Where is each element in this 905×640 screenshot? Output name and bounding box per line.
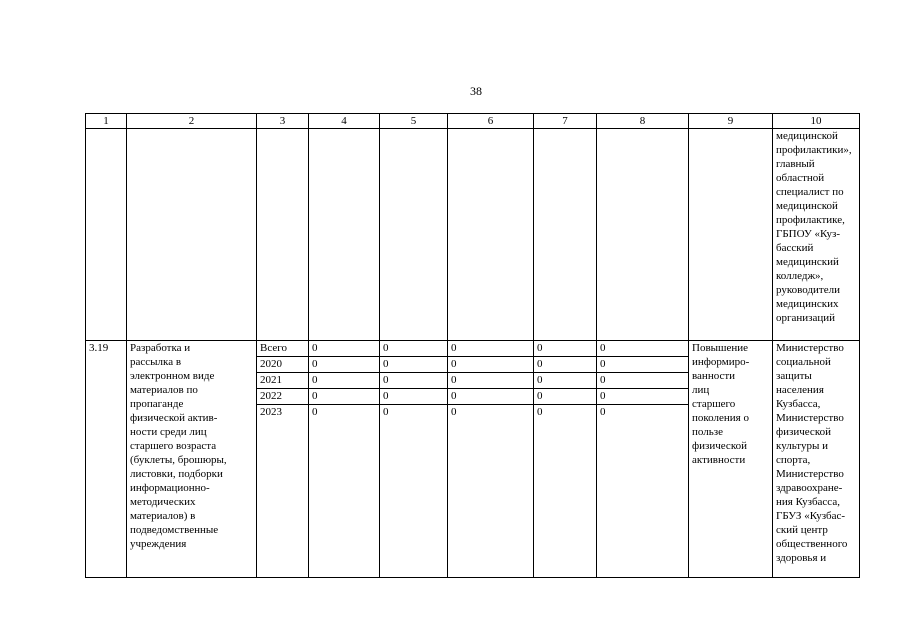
cell-empty xyxy=(448,129,534,341)
plan-table xyxy=(85,113,860,578)
cell-empty xyxy=(597,129,689,341)
funding-value: 0 xyxy=(380,357,447,373)
funding-value: 0 xyxy=(383,406,389,418)
page-number: 38 xyxy=(470,84,482,98)
funding-value: 0 xyxy=(534,341,596,357)
funding-value: 0 xyxy=(309,341,379,357)
column-header: 10 xyxy=(773,114,860,129)
funding-col8 xyxy=(597,341,689,578)
funding-value: 0 xyxy=(380,341,447,357)
year-label: 2022 xyxy=(257,389,308,405)
funding-value: 0 xyxy=(534,389,596,405)
year-label: 2021 xyxy=(257,373,308,389)
funding-value: 0 xyxy=(534,357,596,373)
funding-value: 0 xyxy=(597,357,688,373)
funding-value: 0 xyxy=(597,373,688,389)
funding-value: 0 xyxy=(448,341,533,357)
funding-value: 0 xyxy=(597,389,688,405)
funding-col6 xyxy=(448,341,534,578)
cell-empty xyxy=(380,129,448,341)
funding-value: 0 xyxy=(380,373,447,389)
funding-value: 0 xyxy=(448,389,533,405)
activity-description: Разработка и рассылка в электронном виде материалов по пропаганде физической актив- ности среди лиц старшего возраста (буклеты, брошюры, листовки, подборки информационно- методических материалов) в подведомственные учреждения xyxy=(127,341,257,578)
cell-empty xyxy=(257,129,309,341)
column-number-row xyxy=(86,114,860,129)
column-header: 9 xyxy=(689,114,773,129)
column-header: 1 xyxy=(86,114,127,129)
executors-continuation: медицинской профилактики», главный областной специалист по медицинской профилактике, ГБПОУ «Куз- басский медицинский колледж», руководители медицинских организаций xyxy=(773,129,860,341)
cell-empty xyxy=(534,129,597,341)
funding-col5 xyxy=(380,341,448,578)
cell-empty xyxy=(86,129,127,341)
column-header: 8 xyxy=(597,114,689,129)
cell-empty xyxy=(309,129,380,341)
funding-value: 0 xyxy=(448,357,533,373)
column-header: 2 xyxy=(127,114,257,129)
column-header: 5 xyxy=(380,114,448,129)
column-header: 4 xyxy=(309,114,380,129)
funding-col7 xyxy=(534,341,597,578)
funding-value: 0 xyxy=(309,389,379,405)
year-label: 2023 xyxy=(260,406,282,418)
column-header: 3 xyxy=(257,114,309,129)
cell-empty xyxy=(127,129,257,341)
funding-col4 xyxy=(309,341,380,578)
funding-value: 0 xyxy=(451,406,457,418)
funding-value: 0 xyxy=(380,389,447,405)
funding-value: 0 xyxy=(309,357,379,373)
column-header: 7 xyxy=(534,114,597,129)
continuation-row xyxy=(86,129,860,341)
funding-value: 0 xyxy=(597,341,688,357)
funding-value: 0 xyxy=(600,406,606,418)
funding-value: 0 xyxy=(534,373,596,389)
funding-value: 0 xyxy=(309,373,379,389)
table-row xyxy=(86,341,860,578)
funding-value: 0 xyxy=(312,406,318,418)
expected-result: Повышение информиро- ванности лиц старшего поколения о пользе физической активности xyxy=(689,341,773,578)
executors: Министерство социальной защиты населения Кузбасса, Министерство физической культуры и спорта, Министерство здравоохране- ния Кузбасса, ГБУЗ «Кузбас- ский центр общественного здоровья и xyxy=(773,341,860,578)
cell-empty xyxy=(689,129,773,341)
row-number: 3.19 xyxy=(86,341,127,578)
funding-value: 0 xyxy=(448,373,533,389)
year-label: Всего xyxy=(257,341,308,357)
funding-value: 0 xyxy=(537,406,543,418)
years-cell xyxy=(257,341,309,578)
year-label: 2020 xyxy=(257,357,308,373)
column-header: 6 xyxy=(448,114,534,129)
